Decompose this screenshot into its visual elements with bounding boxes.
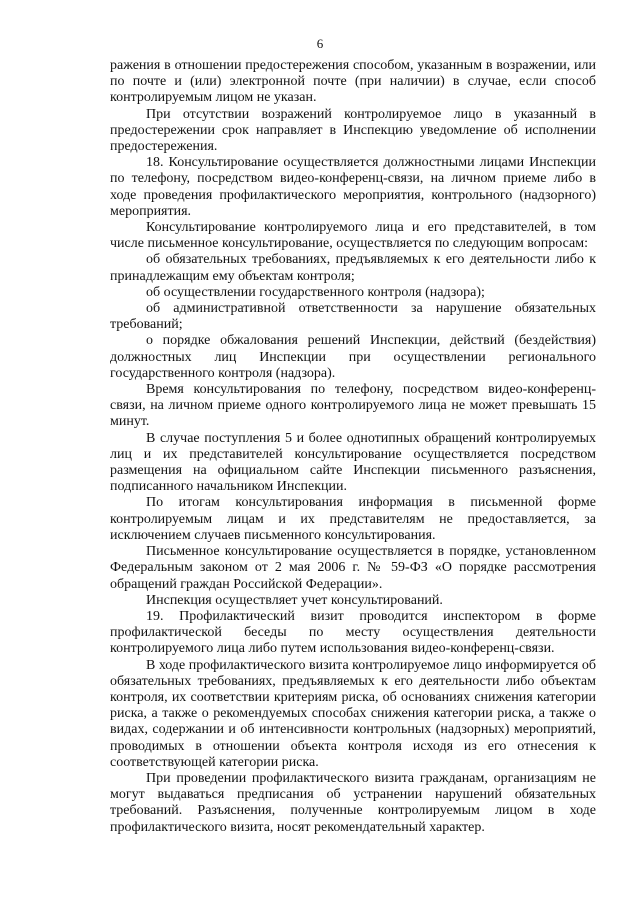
paragraph: Письменное консультирование осуществляется в порядке, установленном Федеральным законом от 2 мая 2006 г. № 59-ФЗ «О порядке рассмотрения обращений граждан Российской Федерации». [110,544,596,592]
paragraph: В ходе профилактического визита контролируемое лицо информируется об обязательных требованиях, предъявляемых к его деятельности либо объектам контроля, их соответствии критериям риска, об основаниях снижения категории риска, а также о рекомендуемых способах снижения категории риска, а также о видах, содержании и об интенсивности контрольных (надзорных) мероприятий, проводимых в отношении объекта контроля исходя из его отнесения к соответствующей категории риска. [110,657,596,770]
paragraph: об осуществлении государственного контроля (надзора); [146,284,485,300]
paragraph: При отсутствии возражений контролируемое лицо в указанный в предостережении срок направляет в Инспекцию уведомление об исполнении предостережения. [110,106,596,155]
paragraph: ражения в отношении предостережения способом, указанным в возражении, или по почте и (или) электронной почте (при наличии) в случае, если способ контролируемым лицом не указан. [110,58,596,106]
document-body [110,58,596,836]
page-number: 6 [316,36,324,51]
paragraph: Инспекция осуществляет учет консультирований. [146,592,443,608]
paragraph: об административной ответственности за нарушение обязательных требований; [110,301,596,333]
paragraph: о порядке обжалования решений Инспекции, действий (бездействия) должностных лиц Инспекции при осуществлении регионального государственного контроля (надзора). [110,333,596,381]
paragraph: об обязательных требованиях, предъявляемых к его деятельности либо к принадлежащим ему объектам контроля; [110,252,596,284]
paragraph: Консультирование контролируемого лица и его представителей, в том числе письменное консультирование, осуществляется по следующим вопросам: [110,220,596,252]
paragraph: При проведении профилактического визита гражданам, организациям не могут выдаваться предписания об устранении нарушений обязательных требований. Разъяснения, полученные контролируемым лицом в ходе профилактического визита, носят рекомендательный характер. [110,770,596,835]
paragraph: По итогам консультирования информация в письменной форме контролируемым лицам и их представителям не предоставляется, за исключением случаев письменного консультирования. [110,495,596,543]
paragraph: 19. Профилактический визит проводится инспектором в форме профилактической беседы по месту осуществления деятельности контролируемого лица либо путем использования видео-конференц-связи. [110,608,596,657]
paragraph: В случае поступления 5 и более однотипных обращений контролируемых лиц и их представителей консультирование осуществляется посредством размещения на официальном сайте Инспекции письменного разъяснения, подписанного начальником Инспекции. [110,430,596,495]
paragraph: 18. Консультирование осуществляется должностными лицами Инспекции по телефону, посредством видео-конференц-связи, на личном приеме либо в ходе проведения профилактического мероприятия, контрольного (надзорного) мероприятия. [110,155,596,219]
paragraph: Время консультирования по телефону, посредством видео-конференц-связи, на личном приеме одного контролируемого лица не может превышать 15 минут. [110,382,596,430]
